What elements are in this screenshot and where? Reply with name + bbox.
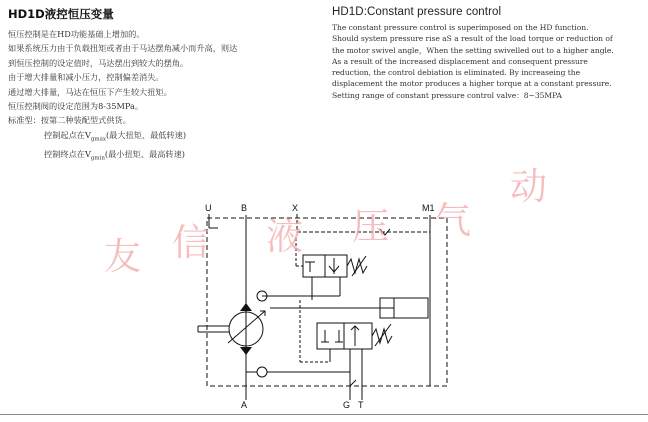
port-t-label: T (358, 400, 364, 410)
control-boundary (207, 218, 447, 386)
control-end-point: 控制终点在$V_{gmin}$(最小扭矩、最高转速) (44, 148, 185, 162)
watermark-char-4: 压 (352, 205, 389, 248)
port-b-label: B (241, 203, 248, 213)
watermark-char-6: 动 (510, 165, 547, 208)
en-line-4: As a result of the increased displacement and consequent pressure (332, 56, 588, 66)
en-line-1: The constant pressure control is superimposed on the HD function. (332, 23, 589, 32)
en-line-5: reduction, the control debiation is eliminated. By increaseing the (332, 68, 581, 78)
port-x-label: X (292, 203, 299, 213)
english-title: HD1D:Constant pressure control (332, 6, 502, 18)
port-u-label: U (205, 203, 212, 213)
watermark-char-5: 气 (434, 199, 471, 242)
cn-line-5: 通过增大排量，马达在恒压下产生较大扭矩。 (8, 86, 172, 97)
cn-line-4: 由于增大排量和减小压力，控制偏差消失。 (8, 72, 164, 83)
port-g-label: G (343, 400, 351, 410)
watermark-char-2: 信 (172, 221, 209, 264)
cn-line-3: 到恒压控制的设定值时，马达摆出到较大的摆角。 (8, 57, 189, 68)
en-line-7: Setting range of constant pressure control valve：8~35MPA (332, 90, 562, 100)
port-a-label: A (241, 400, 248, 410)
watermark-char-1: 友 (104, 235, 141, 278)
cn-line-1: 恒压控制是在HD功能基础上增加的。 (8, 29, 145, 39)
en-line-6: displacement the motor produces a higher torque at a constant pressure. (332, 79, 612, 89)
control-start-point: 控制起点在$V_{gmax}$(最大扭矩、最低转速) (44, 129, 187, 143)
cn-line-7: 标准型：按第二种装配型式供货。 (8, 115, 131, 126)
port-m1-label: M1 (422, 203, 435, 213)
bottom-divider (0, 414, 648, 415)
cn-line-2: 如果系统压力由于负载扭矩或者由于马达摆角减小而升高，则达 (8, 43, 238, 54)
cn-line-6: 恒压控制阀的设定范围为8-35MPa。 (8, 101, 144, 112)
watermark-char-3: 液 (266, 215, 303, 258)
en-line-2: Should system pressure rise aS a result of the load torque or reduction of (332, 34, 613, 44)
chinese-title: HD1D液控恒压变量 (8, 7, 114, 21)
en-line-3: the motor swivel angle，When the setting swivelled out to a higher angle. (332, 45, 614, 55)
